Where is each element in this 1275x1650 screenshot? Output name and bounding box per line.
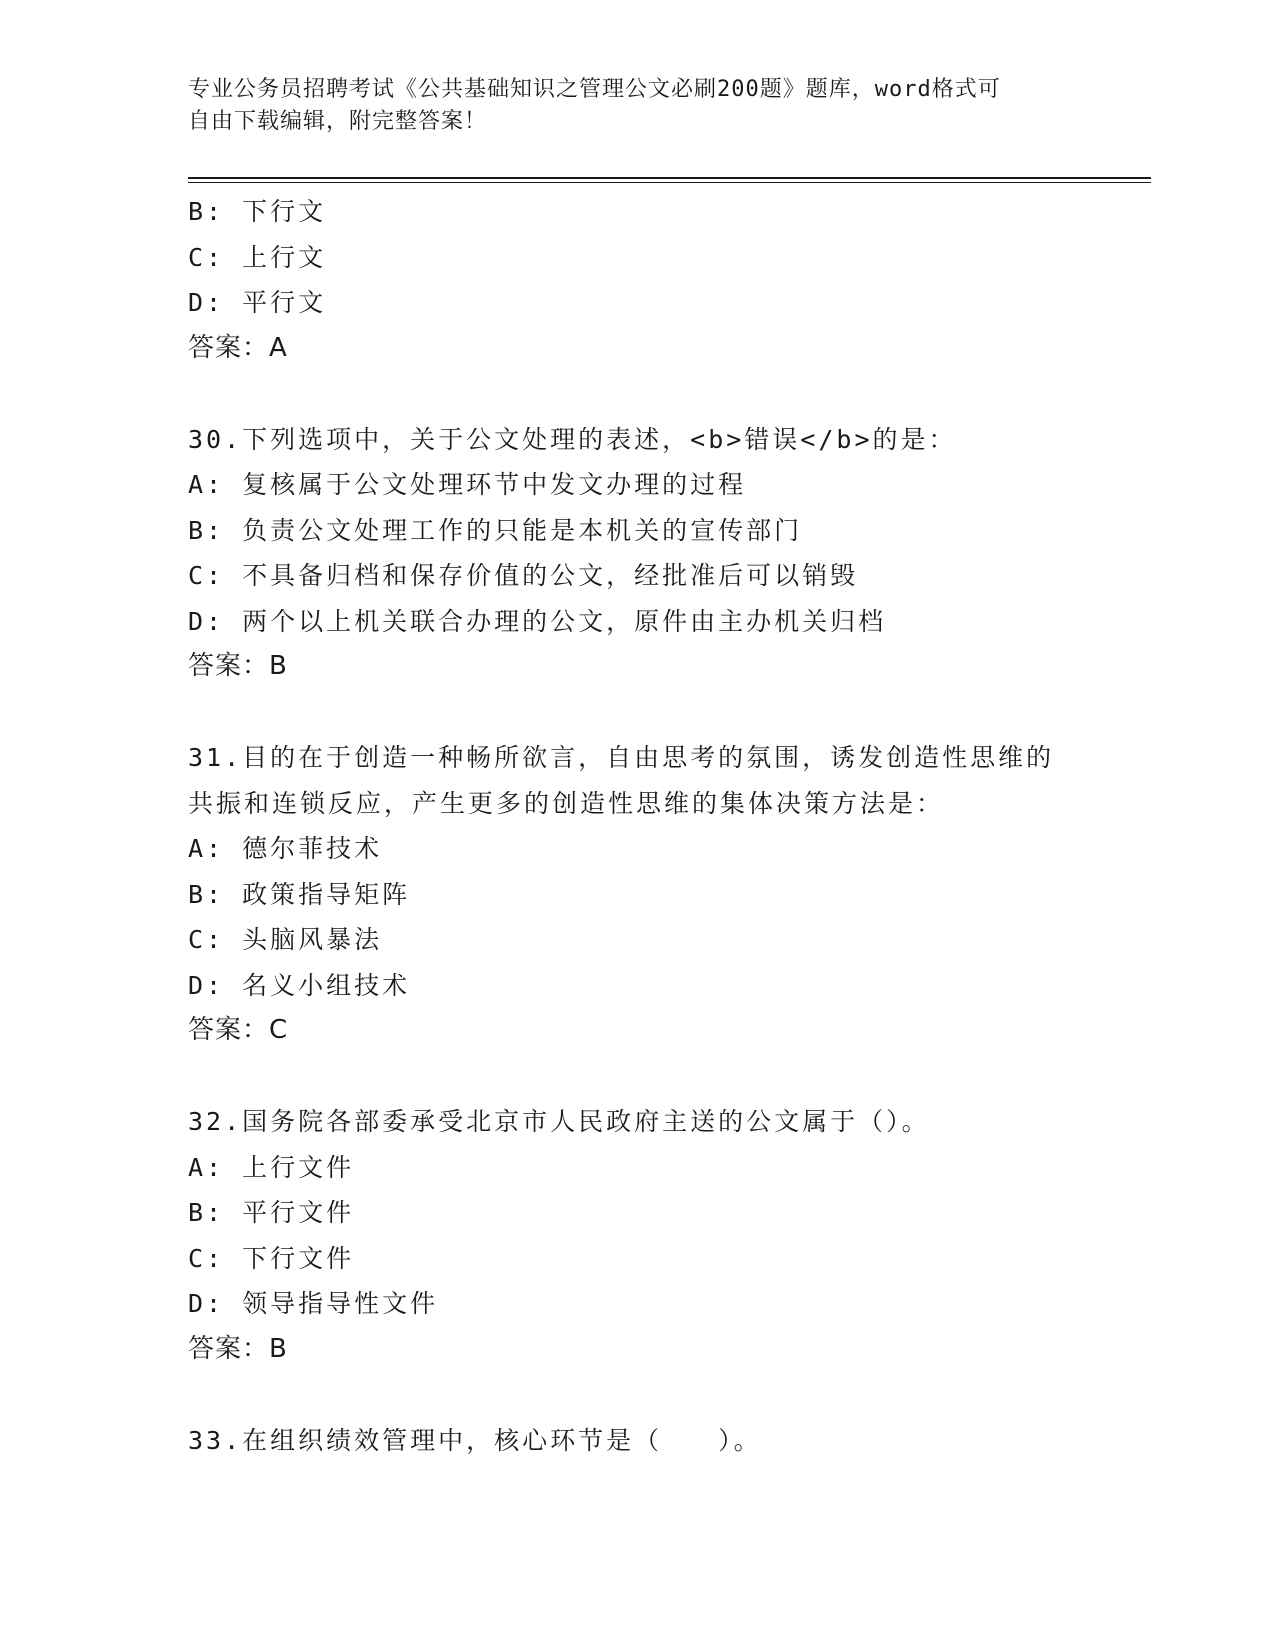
spacer (188, 1372, 1128, 1418)
question-31 (188, 735, 1128, 1054)
option-a: A: 德尔菲技术 (188, 834, 383, 863)
question-29 (188, 189, 1128, 371)
header-line-2: 自由下载编辑，附完整答案！ (188, 109, 488, 134)
option-c: C: 下行文件 (188, 1243, 355, 1273)
option-b: B: 政策指导矩阵 (188, 879, 411, 909)
spacer (188, 690, 1128, 736)
answer-label: 答案：C (188, 1015, 289, 1045)
question-list (188, 189, 1128, 1463)
option-d: D: 两个以上机关联合办理的公文，原件由主办机关归档 (188, 606, 887, 636)
option-d: D: 名义小组技术 (188, 970, 411, 1000)
spacer (188, 1054, 1128, 1100)
option-c: C: 不具备归档和保存价值的公文，经批准后可以销毁 (188, 561, 859, 590)
header-rule-thick (188, 177, 1151, 179)
option-d: D: 领导指导性文件 (188, 1289, 439, 1318)
header-line-1: 专业公务员招聘考试《公共基础知识之管理公文必刷200题》题库，word格式可 (188, 77, 1001, 102)
header-rule-thin (188, 182, 1151, 183)
option-c: C: 头脑风暴法 (188, 925, 383, 954)
answer-label: 答案：B (188, 1333, 288, 1364)
question-stem: 33.在组织绩效管理中，核心环节是（ ）。 (188, 1425, 762, 1455)
question-stem: 30.下列选项中，关于公文处理的表述，<b>错误</b>的是： (188, 424, 957, 454)
answer-label: 答案：A (188, 332, 288, 363)
option-b: B: 负责公文处理工作的只能是本机关的宣传部门 (188, 515, 803, 545)
document-header (188, 74, 1068, 138)
option-d: D: 平行文 (188, 288, 327, 317)
question-stem: 32.国务院各部委承受北京市人民政府主送的公文属于（）。 (188, 1107, 930, 1136)
option-b: B: 平行文件 (188, 1198, 355, 1227)
question-stem-line-1: 31.目的在于创造一种畅所欲言，自由思考的氛围，诱发创造性思维的 (188, 743, 1055, 772)
option-b: B: 下行文 (188, 197, 327, 226)
option-a: A: 上行文件 (188, 1152, 355, 1182)
answer-label: 答案：B (188, 651, 288, 681)
question-33 (188, 1418, 1128, 1464)
option-a: A: 复核属于公文处理环节中发文办理的过程 (188, 470, 747, 499)
spacer (188, 371, 1128, 417)
question-32 (188, 1099, 1128, 1372)
question-30 (188, 417, 1128, 690)
option-c: C: 上行文 (188, 242, 327, 272)
question-stem-line-2: 共振和连锁反应，产生更多的创造性思维的集体决策方法是： (188, 788, 945, 818)
